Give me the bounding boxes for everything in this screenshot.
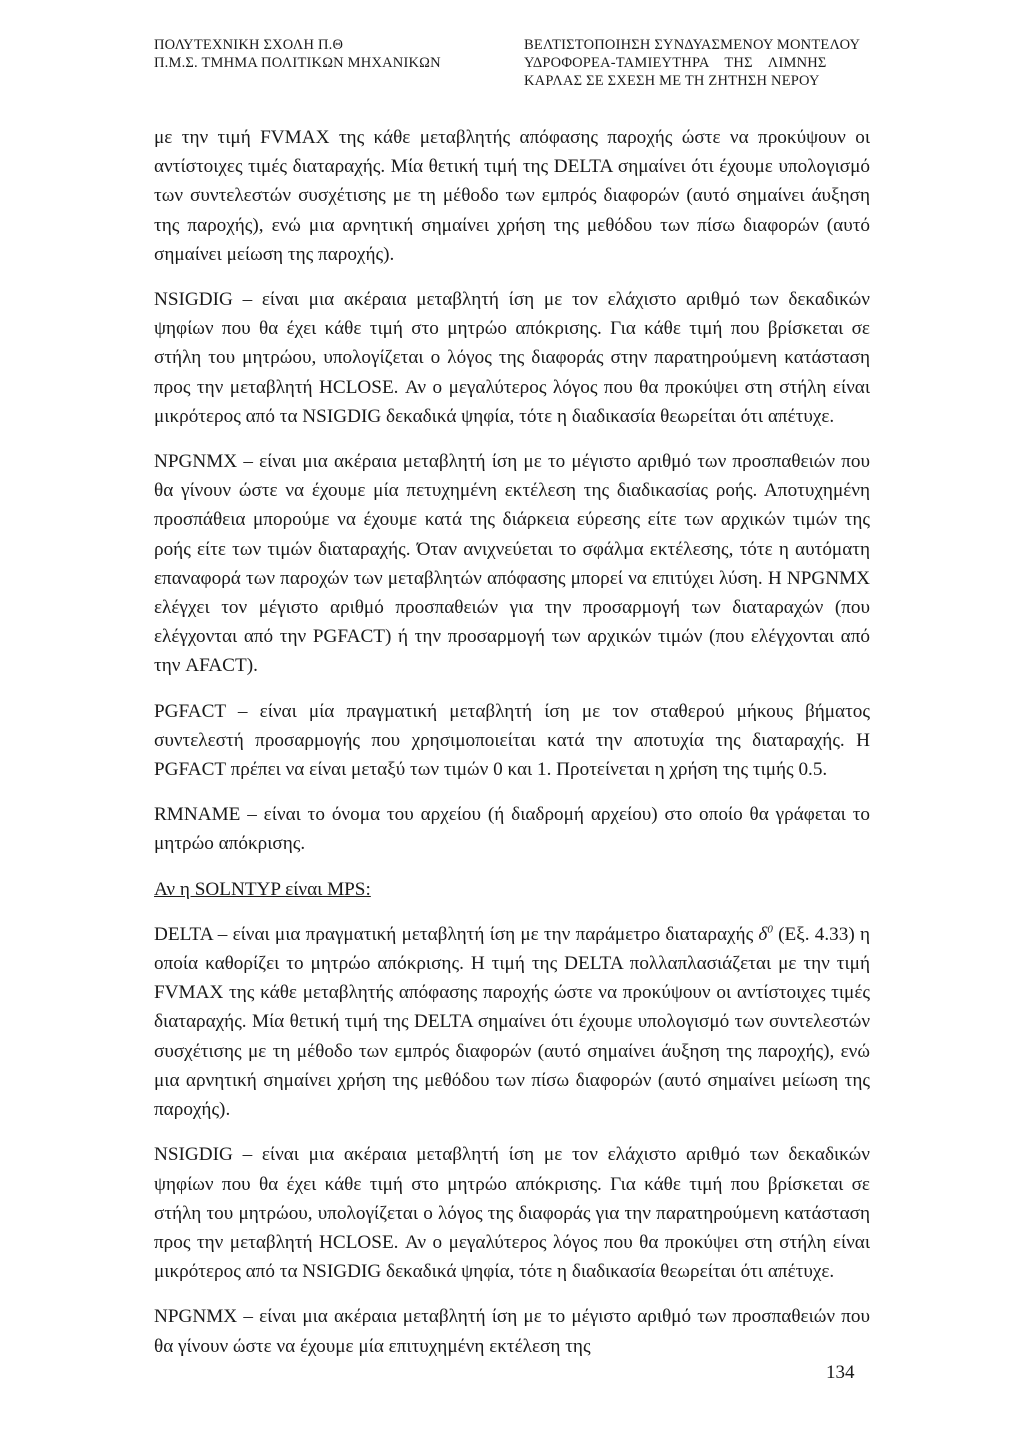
header-title-line-2: ΥΔΡΟΦΟΡΕΑ-ΤΑΜΙΕΥΤΗΡΑ ΤΗΣ ΛΙΜΝΗΣ xyxy=(524,55,827,71)
paragraph-delta-mps-start: DELTA – είναι μια πραγματική μεταβλητή ίση με την παράμετρο διαταραχής xyxy=(154,923,759,945)
header-title-line-3: ΚΑΡΛΑΣ ΣΕ ΣΧΕΣΗ ΜΕ ΤΗ ΖΗΤΗΣΗ ΝΕΡΟΥ xyxy=(524,73,820,89)
delta-symbol: δ xyxy=(758,923,768,945)
paragraph-nsigdig-mps: NSIGDIG – είναι μια ακέραια μεταβλητή ίση με τον ελάχιστο αριθμό των δεκαδικών ψηφίων που θα έχει κάθε τιμή στο μητρώο απόκρισης. Για κάθε τιμή που βρίσκεται σε στήλη του μητρώου, υπολογίζεται ο λόγος της διαφοράς για την παρατηρούμενη κατάσταση προς την μεταβλητή HCLOSE. Αν ο μεγαλύτερος λόγος που θα προκύψει στη στήλη είναι μικρότερος από τα NSIGDIG δεκαδικά ψηφία, τότε η διαδικασία θεωρείται ότι απέτυχε. xyxy=(154,1144,870,1283)
paragraph-delta-mps xyxy=(154,920,870,1124)
header-department: Π.Μ.Σ. ΤΜΗΜΑ ΠΟΛΙΤΙΚΩΝ ΜΗΧΑΝΙΚΩΝ xyxy=(154,55,441,71)
paragraph-delta-mps-end: (Εξ. 4.33) η οποία καθορίζει το μητρώο απόκρισης. Η τιμή της DELTA πολλαπλασιάζεται με την τιμή FVMAX της κάθε μεταβλητής απόφασης παροχής ώστε να προκύψουν οι αντίστοιχες τιμές διαταραχής. Μία θετική τιμή της DELTA σημαίνει ότι έχουμε υπολογισμό των συντελεστών συσχέτισης με τη μέθοδο των εμπρός διαφορών (αυτό σημαίνει άυξηση της παροχής), ενώ μια αρνητική σημαίνει χρήση της μεθόδου των πίσω διαφορών (αυτό σημαίνει μείωση της παροχής). xyxy=(154,923,870,1121)
page-number: 134 xyxy=(826,1362,855,1383)
paragraph-pgfact: PGFACT – είναι μία πραγματική μεταβλητή ίση με τον σταθερού μήκους βήματος συντελεστή προσαρμογής που χρησιμοποιείται κατά την αποτυχία της διαταραχής. Η PGFACT πρέπει να είναι μεταξύ των τιμών 0 και 1. Προτείνεται η χρήση της τιμής 0.5. xyxy=(154,700,870,781)
delta-superscript: 0 xyxy=(767,923,773,936)
paragraph-npgnmx: NPGNMX – είναι μια ακέραια μεταβλητή ίση με το μέγιστο αριθμό των προσπαθειών που θα γίνουν ώστε να έχουμε μία πετυχημένη εκτέλεση της διαδικασίας ροής. Αποτυχημένη προσπάθεια μπορούμε να έχουμε κατά της διάρκεια εύρεσης είτε των αρχικών τιμών της ροής είτε των τιμών διαταραχής. Όταν ανιχνεύεται το σφάλμα εκτέλεσης, τότε η αυτόματη επαναφορά των παροχών των μεταβλητών απόφασης μπορεί να επιτύχει λύση. Η NPGNMX ελέγχει τον μέγιστο αριθμό προσπαθειών για την προσαρμογή των διαταραχών (που ελέγχονται από την PGFACT) ή την προσαρμογή των αρχικών τιμών (που ελέγχονται από την AFACT). xyxy=(154,451,870,677)
paragraph-npgnmx-mps: NPGNMX – είναι μια ακέραια μεταβλητή ίση με το μέγιστο αριθμό των προσπαθειών που θα γίνουν ώστε να έχουμε μία επιτυχημένη εκτέλεση της xyxy=(154,1306,870,1357)
header-title-line-1: ΒΕΛΤΙΣΤΟΠΟΙΗΣΗ ΣΥΝΔΥΑΣΜΕΝΟΥ ΜΟΝΤΕΛΟΥ xyxy=(524,37,861,53)
header-left xyxy=(154,36,441,72)
header-school: ΠΟΛΥΤΕΧΝΙΚΗ ΣΧΟΛΗ Π.Θ xyxy=(154,37,344,53)
header-right xyxy=(524,36,860,90)
paragraph-delta-continued: με την τιμή FVMAX της κάθε μεταβλητής απόφασης παροχής ώστε να προκύψουν οι αντίστοιχες τιμές διαταραχής. Μία θετική τιμή της DELTA σημαίνει ότι έχουμε υπολογισμό των συντελεστών συσχέτισης με τη μέθοδο των εμπρός διαφορών (αυτό σημαίνει άυξηση της παροχής), ενώ μια αρνητική σημαίνει χρήση της μεθόδου των πίσω διαφορών (αυτό σημαίνει μείωση της παροχής). xyxy=(154,127,870,265)
subheading-mps-text: Αν η SOLNTYP είναι MPS: xyxy=(154,878,371,900)
body-text xyxy=(154,123,870,1361)
paragraph-rmname: RMNAME – είναι το όνομα του αρχείου (ή διαδρομή αρχείου) στο οποίο θα γράφεται το μητρώο απόκρισης. xyxy=(154,804,870,855)
paragraph-nsigdig: NSIGDIG – είναι μια ακέραια μεταβλητή ίση με τον ελάχιστο αριθμό των δεκαδικών ψηφίων που θα έχει κάθε τιμή στο μητρώο απόκρισης. Για κάθε τιμή που βρίσκεται σε στήλη του μητρώου, υπολογίζεται ο λόγος της διαφοράς στην παρατηρούμενη κατάσταση προς την μεταβλητή HCLOSE. Αν ο μεγαλύτερος λόγος που θα προκύψει στη στήλη είναι μικρότερος από τα NSIGDIG δεκαδικά ψηφία, τότε η διαδικασία θεωρείται ότι απέτυχε. xyxy=(154,289,870,427)
page-header xyxy=(154,36,870,96)
subheading-mps xyxy=(154,875,870,904)
